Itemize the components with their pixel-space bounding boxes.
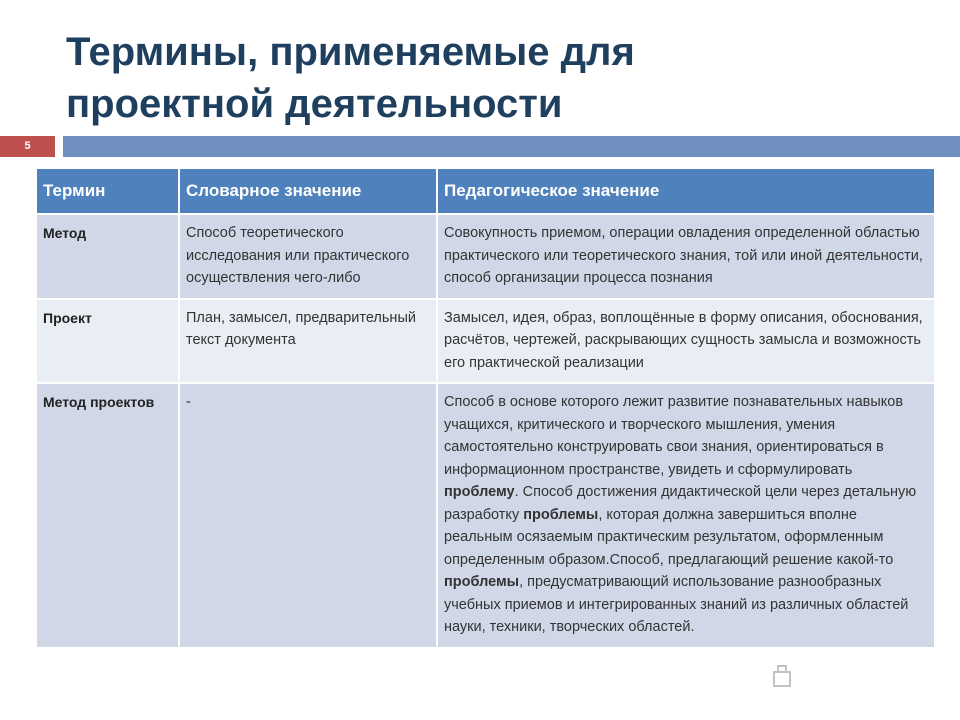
term-cell: Метод [36,214,179,299]
term-cell: Проект [36,299,179,384]
pedagogical-cell: Совокупность приемом, операции овладения определенной областью практического или теоретического знания, той или иной деятельности, способ организации процесса познания [437,214,935,299]
highlight-problem: проблему [444,484,515,500]
pedagogical-cell [437,383,935,648]
terms-table [35,167,936,649]
table-row [36,299,935,384]
watermark-text: MyShared [796,662,911,688]
dictionary-cell: План, замысел, предварительный текст документа [179,299,437,384]
table-row [36,214,935,299]
header-pedagogical: Педагогическое значение [437,168,935,214]
slide-title-line-2: проектной деятельности [66,82,563,126]
dictionary-cell: Способ теоретического исследования или практического осуществления чего-либо [179,214,437,299]
table-header-row [36,168,935,214]
highlight-problem: проблемы [523,506,599,523]
title-divider-bar [63,136,960,157]
pedagogical-text: Способ в основе которого лежит развитие познавательных навыков учащихся, критического и творческого мышления, умения самостоятельно конструировать свои знания, ориентироваться в информационном пространстве, увидеть и сформулировать [444,394,904,478]
pedagogical-text: , предусматривающий использование разнообразных учебных приемов и интегрированных знаний из различных областей науки, техники, творческих областей. [444,574,909,635]
dictionary-cell: - [179,383,437,648]
header-term: Термин [36,168,179,214]
slide-title-line-1: Термины, применяемые для [66,30,635,74]
slide-number-badge: 5 [0,136,55,157]
table-row [36,383,935,648]
pedagogical-text: . Способ достижения дидактической цели через детальную разработку [444,484,917,523]
slide-title [66,26,946,130]
pedagogical-text: , которая должна завершиться вполне реальным осязаемым практическим результатом, оформленным определенным образом.Способ, предлагающий решение какой-то [444,506,894,568]
header-dictionary: Словарное значение [179,168,437,214]
pedagogical-cell: Замысел, идея, образ, воплощённые в форму описания, обоснования, расчётов, чертежей, раскрывающих сущность замысла и возможность его практической реализации [437,299,935,384]
highlight-problem: проблемы [444,574,520,590]
term-cell: Метод проектов [36,383,179,648]
